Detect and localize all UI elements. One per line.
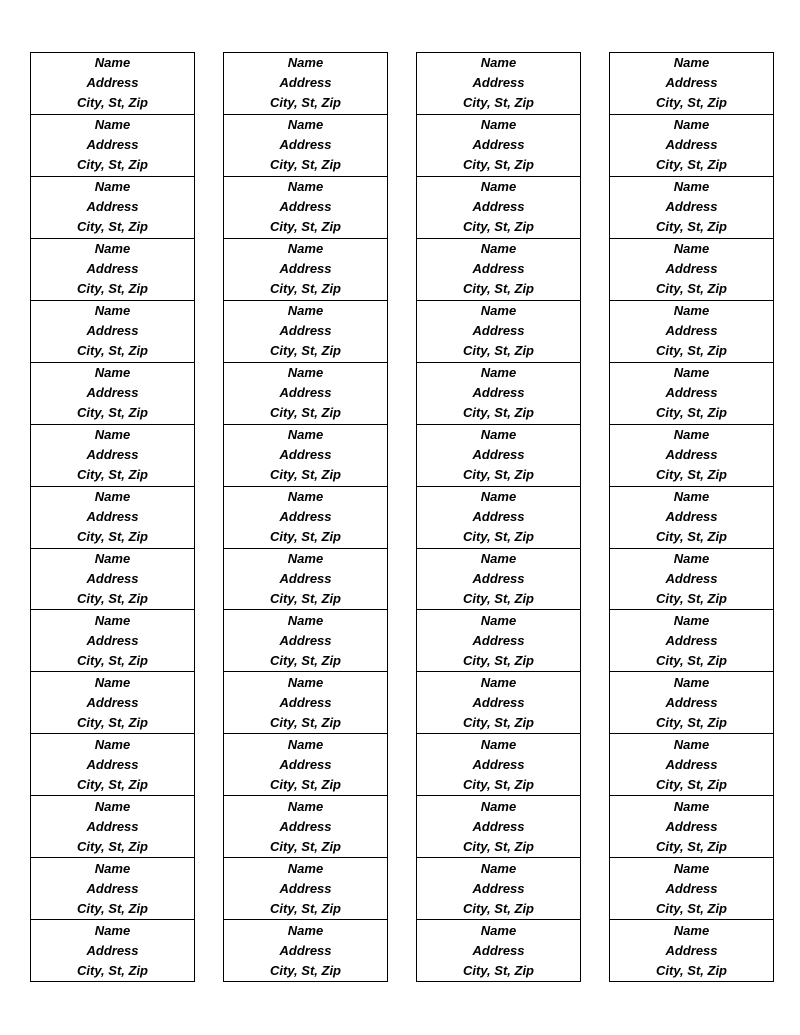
label-name: Name [94,550,131,566]
label-city-state-zip: City, St, Zip [76,529,149,545]
address-label [224,796,387,858]
address-label [31,487,194,549]
label-city-state-zip: City, St, Zip [655,529,728,545]
label-name: Name [287,922,324,938]
label-name: Name [673,798,710,814]
address-label [417,672,580,734]
label-address: Address [279,509,332,525]
label-name: Name [94,860,131,876]
address-label [610,363,773,425]
label-name: Name [94,922,131,938]
address-label [224,363,387,425]
label-address: Address [86,199,139,215]
address-label [31,672,194,734]
label-address: Address [86,818,139,834]
label-name: Name [94,117,131,133]
label-city-state-zip: City, St, Zip [655,95,728,111]
label-name: Name [480,612,517,628]
address-label [610,672,773,734]
label-city-state-zip: City, St, Zip [462,776,535,792]
label-city-state-zip: City, St, Zip [76,590,149,606]
address-label [31,177,194,239]
address-label [224,920,387,981]
label-address: Address [665,880,718,896]
label-city-state-zip: City, St, Zip [462,281,535,297]
label-address: Address [86,509,139,525]
label-address: Address [279,447,332,463]
label-name: Name [480,674,517,690]
label-name: Name [287,179,324,195]
label-city-state-zip: City, St, Zip [76,95,149,111]
label-city-state-zip: City, St, Zip [655,962,728,978]
label-city-state-zip: City, St, Zip [655,281,728,297]
address-label [610,549,773,611]
label-name: Name [287,117,324,133]
label-name: Name [673,489,710,505]
label-name: Name [94,241,131,257]
address-label [610,301,773,363]
label-address: Address [472,261,525,277]
label-address: Address [86,694,139,710]
address-label [610,115,773,177]
label-name: Name [480,798,517,814]
label-column-3 [416,52,581,982]
label-city-state-zip: City, St, Zip [655,652,728,668]
label-name: Name [480,303,517,319]
label-name: Name [94,798,131,814]
label-city-state-zip: City, St, Zip [269,962,342,978]
label-address: Address [665,632,718,648]
label-name: Name [287,427,324,443]
label-name: Name [94,179,131,195]
label-city-state-zip: City, St, Zip [76,467,149,483]
label-address: Address [279,137,332,153]
label-address: Address [665,756,718,772]
label-column-2 [223,52,388,982]
address-label [417,920,580,981]
label-address: Address [472,756,525,772]
label-city-state-zip: City, St, Zip [462,467,535,483]
label-address: Address [472,199,525,215]
label-name: Name [480,241,517,257]
label-city-state-zip: City, St, Zip [76,776,149,792]
address-label [610,734,773,796]
label-address: Address [665,137,718,153]
label-address: Address [86,385,139,401]
address-label [417,363,580,425]
address-label [224,672,387,734]
address-label [224,487,387,549]
label-address: Address [279,880,332,896]
label-name: Name [673,55,710,71]
label-address: Address [279,818,332,834]
label-city-state-zip: City, St, Zip [76,343,149,359]
label-address: Address [472,942,525,958]
label-city-state-zip: City, St, Zip [76,838,149,854]
label-name: Name [94,674,131,690]
label-city-state-zip: City, St, Zip [655,405,728,421]
address-label [31,115,194,177]
label-name: Name [673,736,710,752]
label-city-state-zip: City, St, Zip [269,95,342,111]
label-city-state-zip: City, St, Zip [269,714,342,730]
label-name: Name [287,303,324,319]
address-label [610,239,773,301]
label-city-state-zip: City, St, Zip [462,652,535,668]
label-address: Address [665,385,718,401]
label-address: Address [665,570,718,586]
address-label [224,177,387,239]
label-name: Name [480,736,517,752]
label-address: Address [86,447,139,463]
label-address: Address [665,694,718,710]
address-label [417,796,580,858]
address-label [610,796,773,858]
address-label [224,858,387,920]
label-name: Name [673,550,710,566]
address-label [224,610,387,672]
label-city-state-zip: City, St, Zip [269,529,342,545]
label-city-state-zip: City, St, Zip [269,776,342,792]
label-address: Address [279,199,332,215]
label-name: Name [673,612,710,628]
label-name: Name [673,860,710,876]
label-name: Name [480,489,517,505]
label-city-state-zip: City, St, Zip [269,219,342,235]
address-label [31,610,194,672]
label-address: Address [472,509,525,525]
label-name: Name [480,550,517,566]
label-city-state-zip: City, St, Zip [655,776,728,792]
label-address: Address [472,137,525,153]
address-label [610,610,773,672]
address-label [417,115,580,177]
address-label [610,53,773,115]
label-city-state-zip: City, St, Zip [76,962,149,978]
label-address: Address [86,570,139,586]
label-city-state-zip: City, St, Zip [655,838,728,854]
label-city-state-zip: City, St, Zip [655,714,728,730]
label-name: Name [287,55,324,71]
label-city-state-zip: City, St, Zip [462,900,535,916]
label-name: Name [480,179,517,195]
address-label [31,53,194,115]
label-name: Name [94,55,131,71]
label-address: Address [472,323,525,339]
address-label [224,734,387,796]
label-name: Name [287,674,324,690]
label-city-state-zip: City, St, Zip [462,343,535,359]
label-name: Name [94,303,131,319]
address-label [31,549,194,611]
label-name: Name [480,365,517,381]
label-address: Address [665,447,718,463]
address-label [417,487,580,549]
address-label [31,301,194,363]
address-label [417,53,580,115]
label-name: Name [673,303,710,319]
label-address: Address [472,75,525,91]
label-city-state-zip: City, St, Zip [76,652,149,668]
label-name: Name [673,241,710,257]
address-label [31,858,194,920]
label-city-state-zip: City, St, Zip [76,405,149,421]
label-name: Name [94,365,131,381]
label-address: Address [279,632,332,648]
label-address: Address [665,199,718,215]
label-city-state-zip: City, St, Zip [655,219,728,235]
address-label [31,920,194,981]
label-column-1 [30,52,195,982]
label-name: Name [287,798,324,814]
label-address: Address [279,261,332,277]
label-city-state-zip: City, St, Zip [462,962,535,978]
label-name: Name [480,427,517,443]
label-city-state-zip: City, St, Zip [462,838,535,854]
label-city-state-zip: City, St, Zip [269,467,342,483]
address-label [224,239,387,301]
label-name: Name [287,241,324,257]
label-name: Name [94,427,131,443]
label-city-state-zip: City, St, Zip [269,590,342,606]
label-name: Name [287,612,324,628]
label-city-state-zip: City, St, Zip [462,529,535,545]
label-city-state-zip: City, St, Zip [76,157,149,173]
address-label [610,487,773,549]
label-address: Address [279,942,332,958]
address-label [417,610,580,672]
label-name: Name [673,427,710,443]
label-name: Name [673,179,710,195]
label-city-state-zip: City, St, Zip [76,281,149,297]
label-name: Name [673,365,710,381]
label-address: Address [665,323,718,339]
label-address: Address [86,75,139,91]
label-city-state-zip: City, St, Zip [462,95,535,111]
address-label [224,301,387,363]
address-label [417,301,580,363]
address-label [417,734,580,796]
label-address: Address [86,137,139,153]
label-name: Name [287,860,324,876]
label-address: Address [279,323,332,339]
label-name: Name [94,612,131,628]
label-name: Name [673,674,710,690]
label-address: Address [279,570,332,586]
label-name: Name [94,489,131,505]
label-address: Address [472,880,525,896]
address-label [417,858,580,920]
label-address: Address [472,570,525,586]
label-city-state-zip: City, St, Zip [462,405,535,421]
label-address: Address [279,756,332,772]
label-city-state-zip: City, St, Zip [269,838,342,854]
label-address: Address [86,323,139,339]
label-city-state-zip: City, St, Zip [655,157,728,173]
label-address: Address [279,385,332,401]
address-label [31,239,194,301]
address-label [224,53,387,115]
address-label [31,363,194,425]
label-name: Name [287,365,324,381]
label-name: Name [287,550,324,566]
label-city-state-zip: City, St, Zip [269,900,342,916]
label-city-state-zip: City, St, Zip [655,343,728,359]
label-name: Name [287,736,324,752]
label-city-state-zip: City, St, Zip [462,714,535,730]
label-address: Address [472,694,525,710]
label-address: Address [279,694,332,710]
address-label [417,549,580,611]
address-label [610,177,773,239]
label-name: Name [480,55,517,71]
label-address: Address [665,509,718,525]
label-city-state-zip: City, St, Zip [655,900,728,916]
label-name: Name [673,922,710,938]
address-label [31,425,194,487]
label-column-4 [609,52,774,982]
label-address: Address [472,385,525,401]
label-address: Address [472,447,525,463]
label-address: Address [86,261,139,277]
label-city-state-zip: City, St, Zip [269,281,342,297]
address-label [31,796,194,858]
label-name: Name [480,117,517,133]
label-name: Name [480,860,517,876]
label-address: Address [665,261,718,277]
label-city-state-zip: City, St, Zip [269,157,342,173]
label-address: Address [86,880,139,896]
label-name: Name [287,489,324,505]
label-address: Address [665,818,718,834]
label-address: Address [86,756,139,772]
label-city-state-zip: City, St, Zip [462,219,535,235]
address-label [417,425,580,487]
label-city-state-zip: City, St, Zip [76,900,149,916]
label-address: Address [472,632,525,648]
address-label [610,858,773,920]
label-name: Name [673,117,710,133]
address-label [31,734,194,796]
address-label [610,920,773,981]
address-label [224,425,387,487]
address-label [224,115,387,177]
address-label [417,239,580,301]
label-city-state-zip: City, St, Zip [269,405,342,421]
label-name: Name [94,736,131,752]
label-city-state-zip: City, St, Zip [76,714,149,730]
label-address: Address [665,75,718,91]
label-address: Address [665,942,718,958]
label-address: Address [86,632,139,648]
address-label [610,425,773,487]
address-label [224,549,387,611]
label-city-state-zip: City, St, Zip [462,590,535,606]
label-city-state-zip: City, St, Zip [462,157,535,173]
label-city-state-zip: City, St, Zip [269,343,342,359]
label-city-state-zip: City, St, Zip [655,467,728,483]
label-address: Address [472,818,525,834]
label-city-state-zip: City, St, Zip [269,652,342,668]
label-address: Address [86,942,139,958]
label-address: Address [279,75,332,91]
label-city-state-zip: City, St, Zip [76,219,149,235]
label-name: Name [480,922,517,938]
address-label [417,177,580,239]
label-city-state-zip: City, St, Zip [655,590,728,606]
